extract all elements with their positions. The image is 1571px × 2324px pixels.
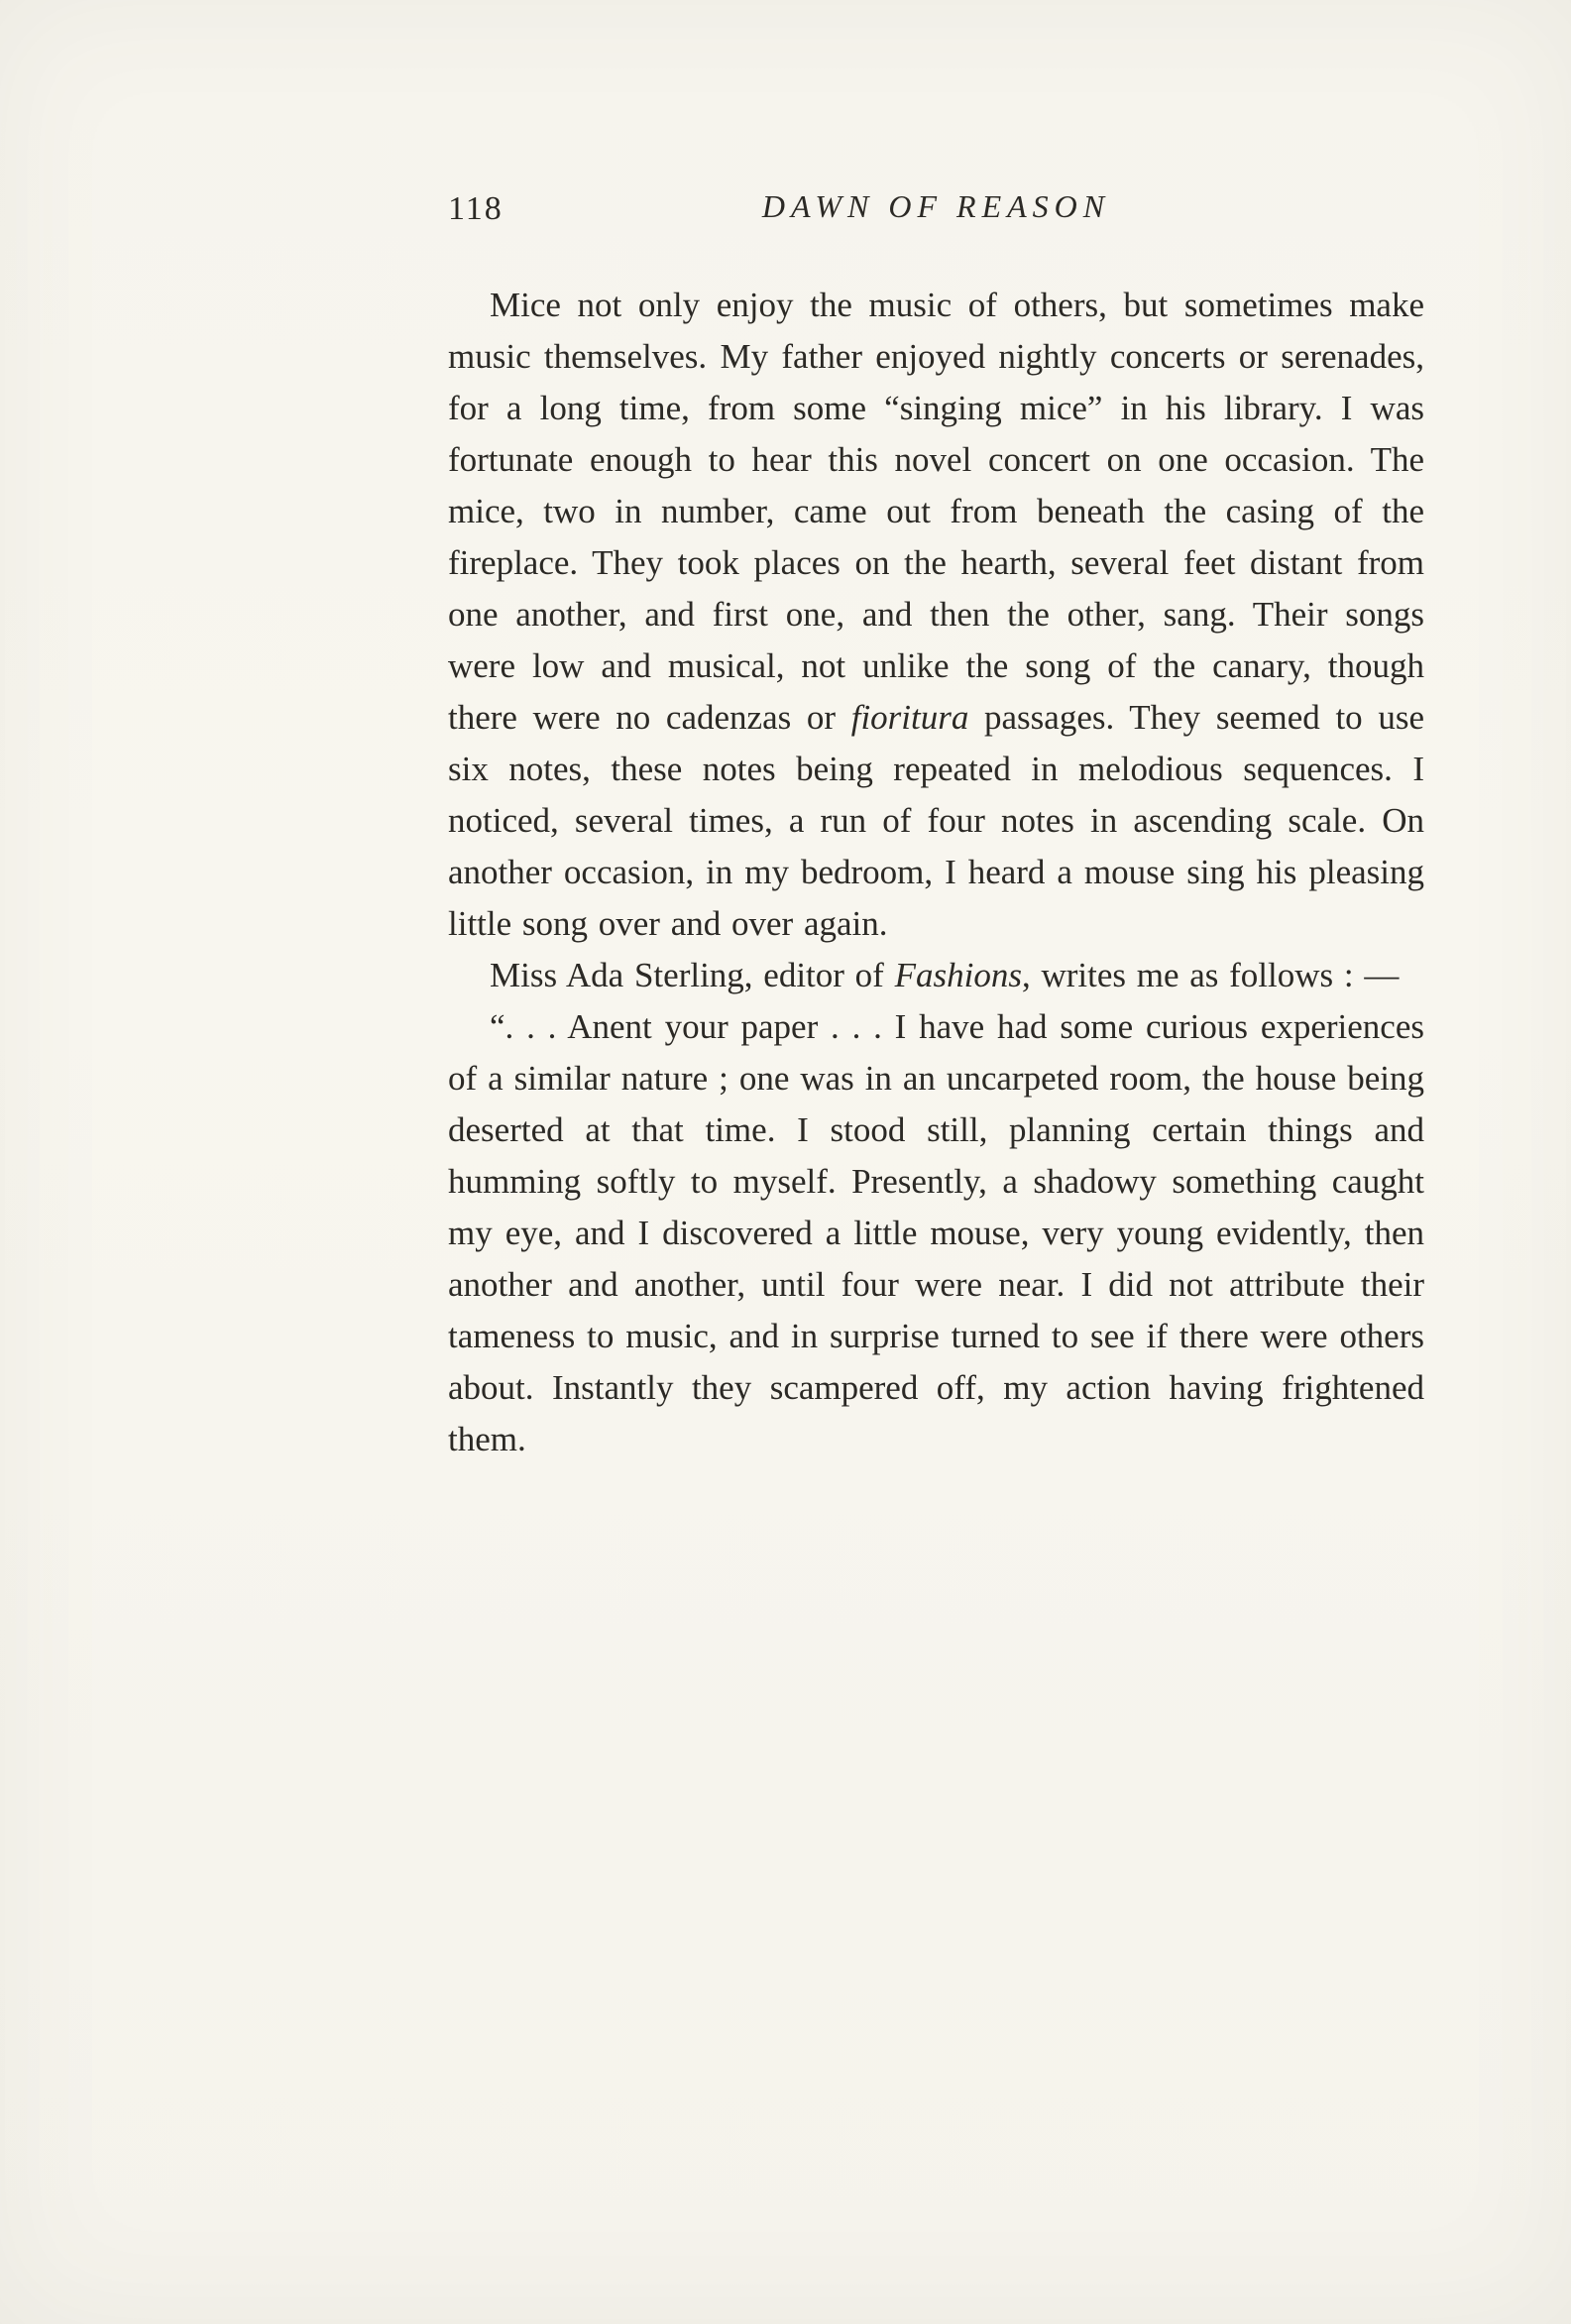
text-segment: “. . . Anent your paper . . . I have had some curious experiences of a similar nature ; one was in an uncarpeted room, the house being deserted at that time. I stood still, planning certain things and humming softly to myself. Presently, a shadowy something caught my eye, and I discovered a little mouse, very young evidently, then another and another, until four were near. I did not attribute their tameness to music, and in surprise turned to see if there were others about. Instantly they scampered off, my action having frightened them. bbox=[448, 1007, 1424, 1458]
paragraph-1 bbox=[448, 280, 1424, 950]
paragraph-2 bbox=[448, 950, 1424, 1001]
text-segment: passages. They seemed to use six notes, these notes being repeated in melodious sequences. I noticed, several times, a run of four notes in ascending scale. On another occasion, in my bedroom, I heard a mouse sing his pleasing little song over and over again. bbox=[448, 698, 1424, 943]
text-segment: Mice not only enjoy the music of others, but sometimes make music themselves. My father enjoyed nightly concerts or serenades, for a long time, from some “singing mice” in his library. I was fortunate enough to hear this novel concert on one occasion. The mice, two in number, came out from beneath the casing of the fireplace. They took places on the hearth, several feet distant from one another, and first one, and then the other, sang. Their songs were low and musical, not unlike the song of the canary, though there were no cadenzas or bbox=[448, 286, 1424, 737]
italic-text: Fashions bbox=[894, 956, 1022, 994]
text-segment: , writes me as follows : — bbox=[1021, 956, 1400, 994]
paragraph-3 bbox=[448, 1001, 1424, 1465]
page-number: 118 bbox=[448, 190, 504, 227]
italic-text: fioritura bbox=[850, 698, 969, 737]
text-block bbox=[448, 280, 1424, 1465]
running-title: DAWN OF REASON bbox=[761, 188, 1111, 224]
text-segment: Miss Ada Sterling, editor of bbox=[490, 956, 895, 994]
page-header bbox=[448, 188, 1424, 242]
